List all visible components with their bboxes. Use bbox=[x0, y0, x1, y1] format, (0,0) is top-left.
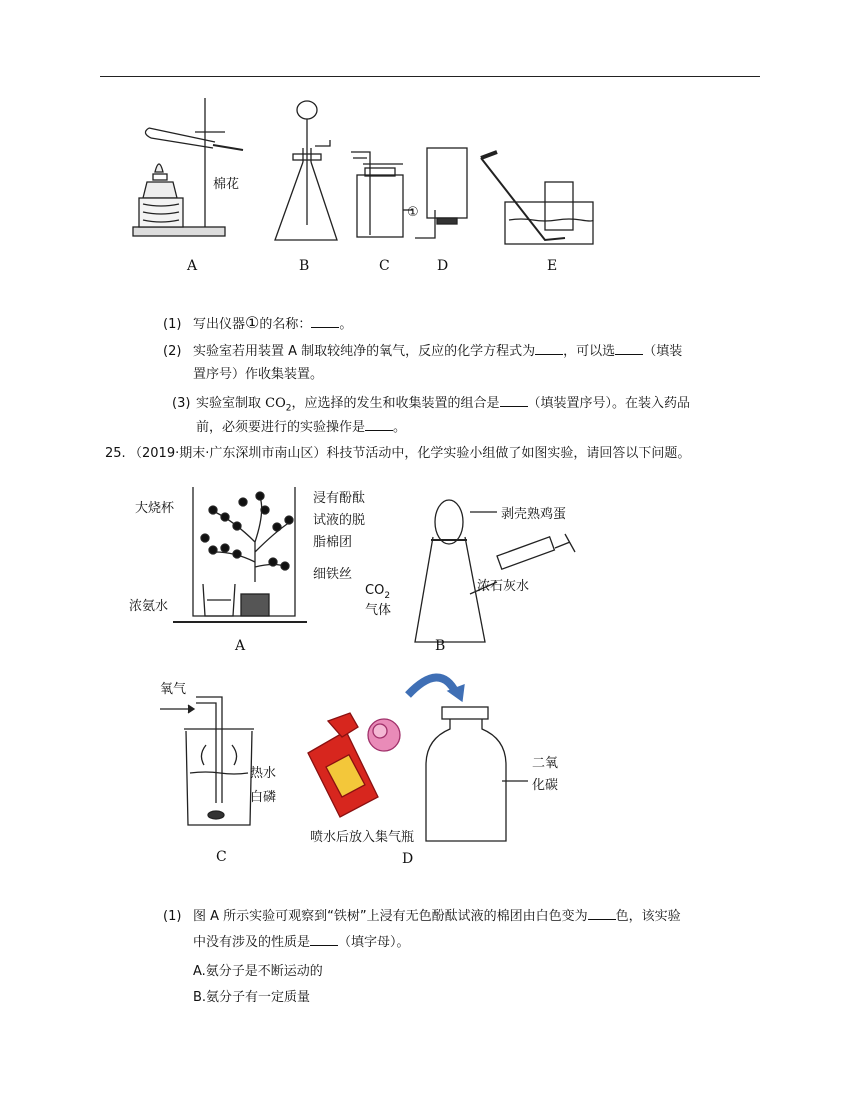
hot-water-label: 热水 bbox=[250, 766, 277, 781]
fig1-letter-a: A bbox=[187, 258, 198, 274]
gas-label: 气体 bbox=[365, 603, 392, 618]
circled-mark: ① bbox=[245, 313, 260, 332]
answer-blank[interactable] bbox=[615, 342, 643, 355]
q25-item-1-line2: 中没有涉及的性质是 （填字母）。 bbox=[193, 935, 410, 950]
top-rule bbox=[100, 76, 760, 77]
cotton-label-1: 浸有酚酞 bbox=[313, 491, 366, 506]
answer-blank[interactable] bbox=[535, 342, 563, 355]
cotton-label-2: 试液的脱 bbox=[313, 513, 366, 528]
gas-formula: $CO_2$ bbox=[365, 583, 391, 601]
answer-blank[interactable] bbox=[500, 394, 528, 407]
answer-blank[interactable] bbox=[310, 933, 338, 946]
q25-stem: 25. （2019·期末·广东深圳市南山区）科技节活动中，化学实验小组做了如图实验，请回答以下问题。 bbox=[105, 446, 691, 461]
cotton-label: 棉花 bbox=[213, 177, 240, 192]
lime-label: 浓石灰水 bbox=[477, 579, 530, 594]
spray-caption: 喷水后放入集气瓶 bbox=[310, 830, 415, 845]
fig1-letter-e: E bbox=[547, 258, 558, 274]
beaker-label: 大烧杯 bbox=[135, 501, 175, 516]
q24-item-1: (1) 写出仪器①的名称： 。 bbox=[163, 313, 353, 332]
egg-label: 剥壳熟鸡蛋 bbox=[501, 507, 567, 522]
answer-blank[interactable] bbox=[311, 315, 339, 328]
fig2-letter-b: B bbox=[435, 638, 446, 654]
q24-item-2: (2) 实验室若用装置 A 制取较纯净的氧气，反应的化学方程式为 ，可以选 （填装 bbox=[163, 344, 683, 359]
fig1-letter-b: B bbox=[299, 258, 310, 274]
ammonia-label: 浓氨水 bbox=[129, 599, 169, 614]
answer-blank[interactable] bbox=[365, 418, 393, 431]
cotton-label-3: 脂棉团 bbox=[313, 535, 353, 550]
q25-item-1: (1) 图 A 所示实验可观察到“铁树”上浸有无色酚酞试液的棉团由白色变为 色，该实验 bbox=[163, 909, 681, 924]
fig2-letter-d: D bbox=[402, 851, 414, 867]
q24-item-3: (3) 实验室制取 $CO_2$，应选择的发生和收集装置的组合是 （填装置序号）。在装入药品 bbox=[172, 396, 691, 414]
answer-blank[interactable] bbox=[588, 907, 616, 920]
fig2-letter-c: C bbox=[216, 849, 227, 865]
wire-label: 细铁丝 bbox=[313, 567, 353, 582]
experiment-figure-cd bbox=[150, 665, 570, 870]
co2-label-1: 二氧 bbox=[532, 756, 559, 771]
fig1-letter-c: C bbox=[379, 258, 390, 274]
option-b: B.氨分子有一定质量 bbox=[193, 990, 311, 1005]
oxygen-label: 氧气 bbox=[160, 682, 187, 697]
instrument-1-label: ① bbox=[407, 205, 419, 220]
white-phosphorus-label: 白磷 bbox=[250, 790, 277, 805]
experiment-figure-ab bbox=[125, 482, 585, 657]
apparatus-figure-1 bbox=[125, 90, 615, 280]
q24-item-2-line2: 置序号）作收集装置。 bbox=[193, 367, 324, 382]
q24-item-3-line2: 前，必须要进行的实验操作是 。 bbox=[196, 420, 407, 435]
fig2-letter-a: A bbox=[235, 638, 246, 654]
co2-label-2: 化碳 bbox=[532, 778, 559, 793]
option-a: A.氨分子是不断运动的 bbox=[193, 964, 323, 979]
fig1-letter-d: D bbox=[437, 258, 449, 274]
